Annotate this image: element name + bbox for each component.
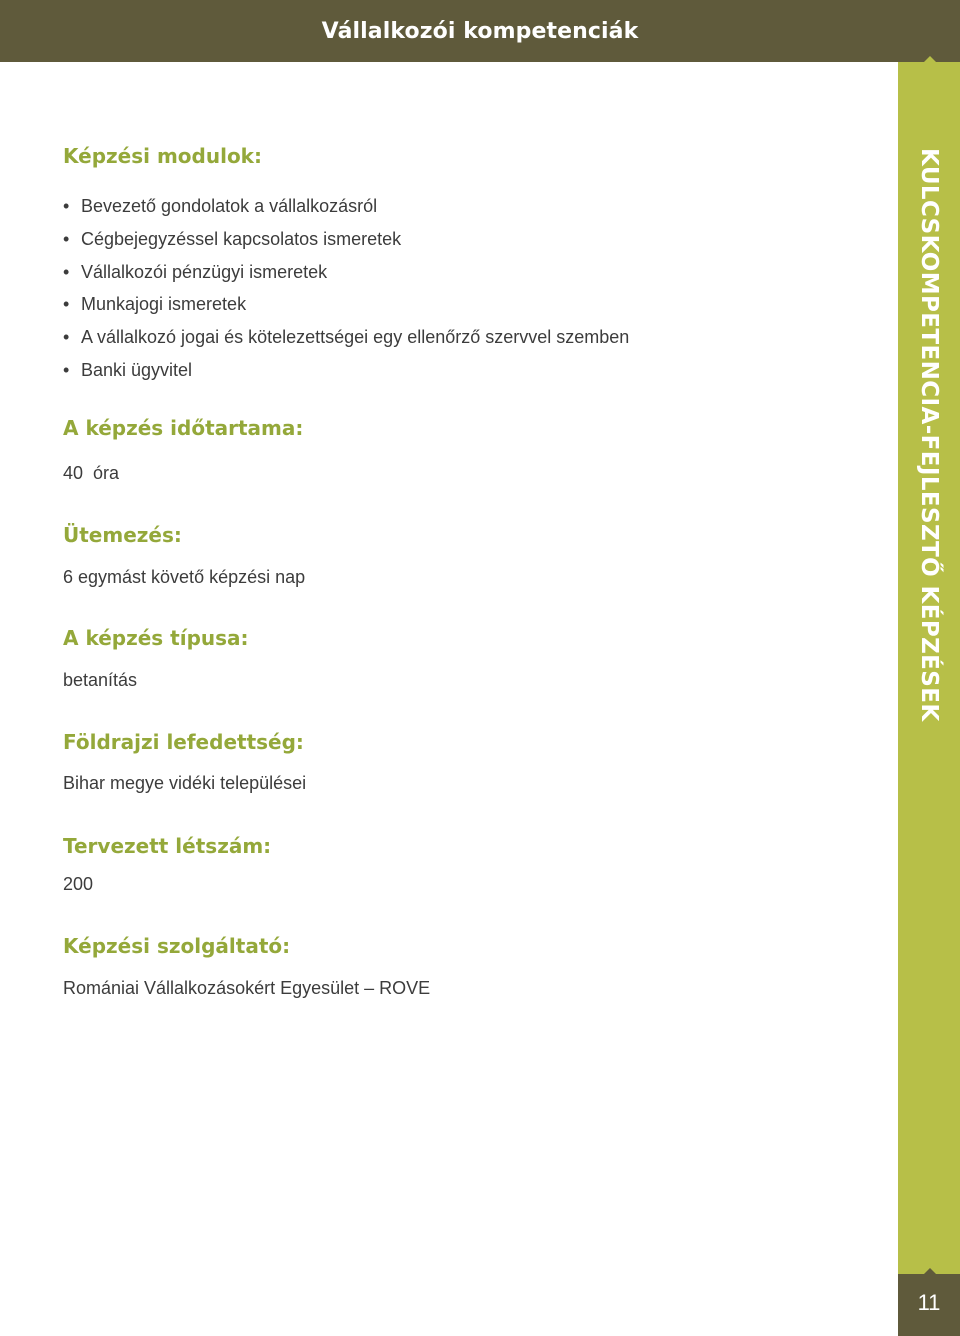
header-title: Vállalkozói kompetenciák <box>321 18 639 44</box>
coverage-value-wrap <box>63 773 306 794</box>
modules-section <box>63 144 629 387</box>
headcount-heading: Tervezett létszám: <box>63 834 272 858</box>
schedule-value-wrap <box>63 567 305 588</box>
side-band-label: KULCSKOMPETENCIA-FEJLESZTŐ KÉPZÉSEK <box>916 148 942 722</box>
coverage-section <box>63 730 304 754</box>
modules-list <box>63 190 629 387</box>
schedule-heading: Ütemezés: <box>63 523 182 547</box>
page-header <box>0 0 960 62</box>
duration-heading: A képzés időtartama: <box>63 416 304 440</box>
schedule-value: 6 egymást követő képzési nap <box>63 567 306 587</box>
provider-value: Romániai Vállalkozásokért Egyesület – ROVE <box>63 978 431 998</box>
type-value-wrap <box>63 670 137 691</box>
coverage-value: Bihar megye vidéki települései <box>63 773 307 793</box>
provider-heading: Képzési szolgáltató: <box>63 934 291 958</box>
headcount-section <box>63 834 271 858</box>
modules-heading: Képzési modulok: <box>63 144 262 168</box>
provider-value-wrap <box>63 978 430 999</box>
type-heading: A képzés típusa: <box>63 626 249 650</box>
provider-section <box>63 934 290 958</box>
coverage-heading: Földrajzi lefedettség: <box>63 730 304 754</box>
list-item: • Cégbejegyzéssel kapcsolatos ismeretek <box>63 223 629 256</box>
list-item: • Munkajogi ismeretek <box>63 288 629 321</box>
page-number: 11 <box>917 1290 941 1315</box>
headcount-value: 200 <box>63 874 94 894</box>
type-section <box>63 626 249 650</box>
duration-value-wrap <box>63 463 119 484</box>
type-value: betanítás <box>63 670 138 690</box>
duration-section <box>63 416 303 440</box>
list-item: • Vállalkozói pénzügyi ismeretek <box>63 256 629 289</box>
list-item: • Bevezető gondolatok a vállalkozásról <box>63 190 629 223</box>
duration-value: 40 óra <box>63 463 120 483</box>
list-item: • A vállalkozó jogai és kötelezettségei egy ellenőrző szervvel szemben <box>63 321 629 354</box>
headcount-value-wrap <box>63 874 93 895</box>
list-item: • Banki ügyvitel <box>63 354 629 387</box>
schedule-section <box>63 523 182 547</box>
